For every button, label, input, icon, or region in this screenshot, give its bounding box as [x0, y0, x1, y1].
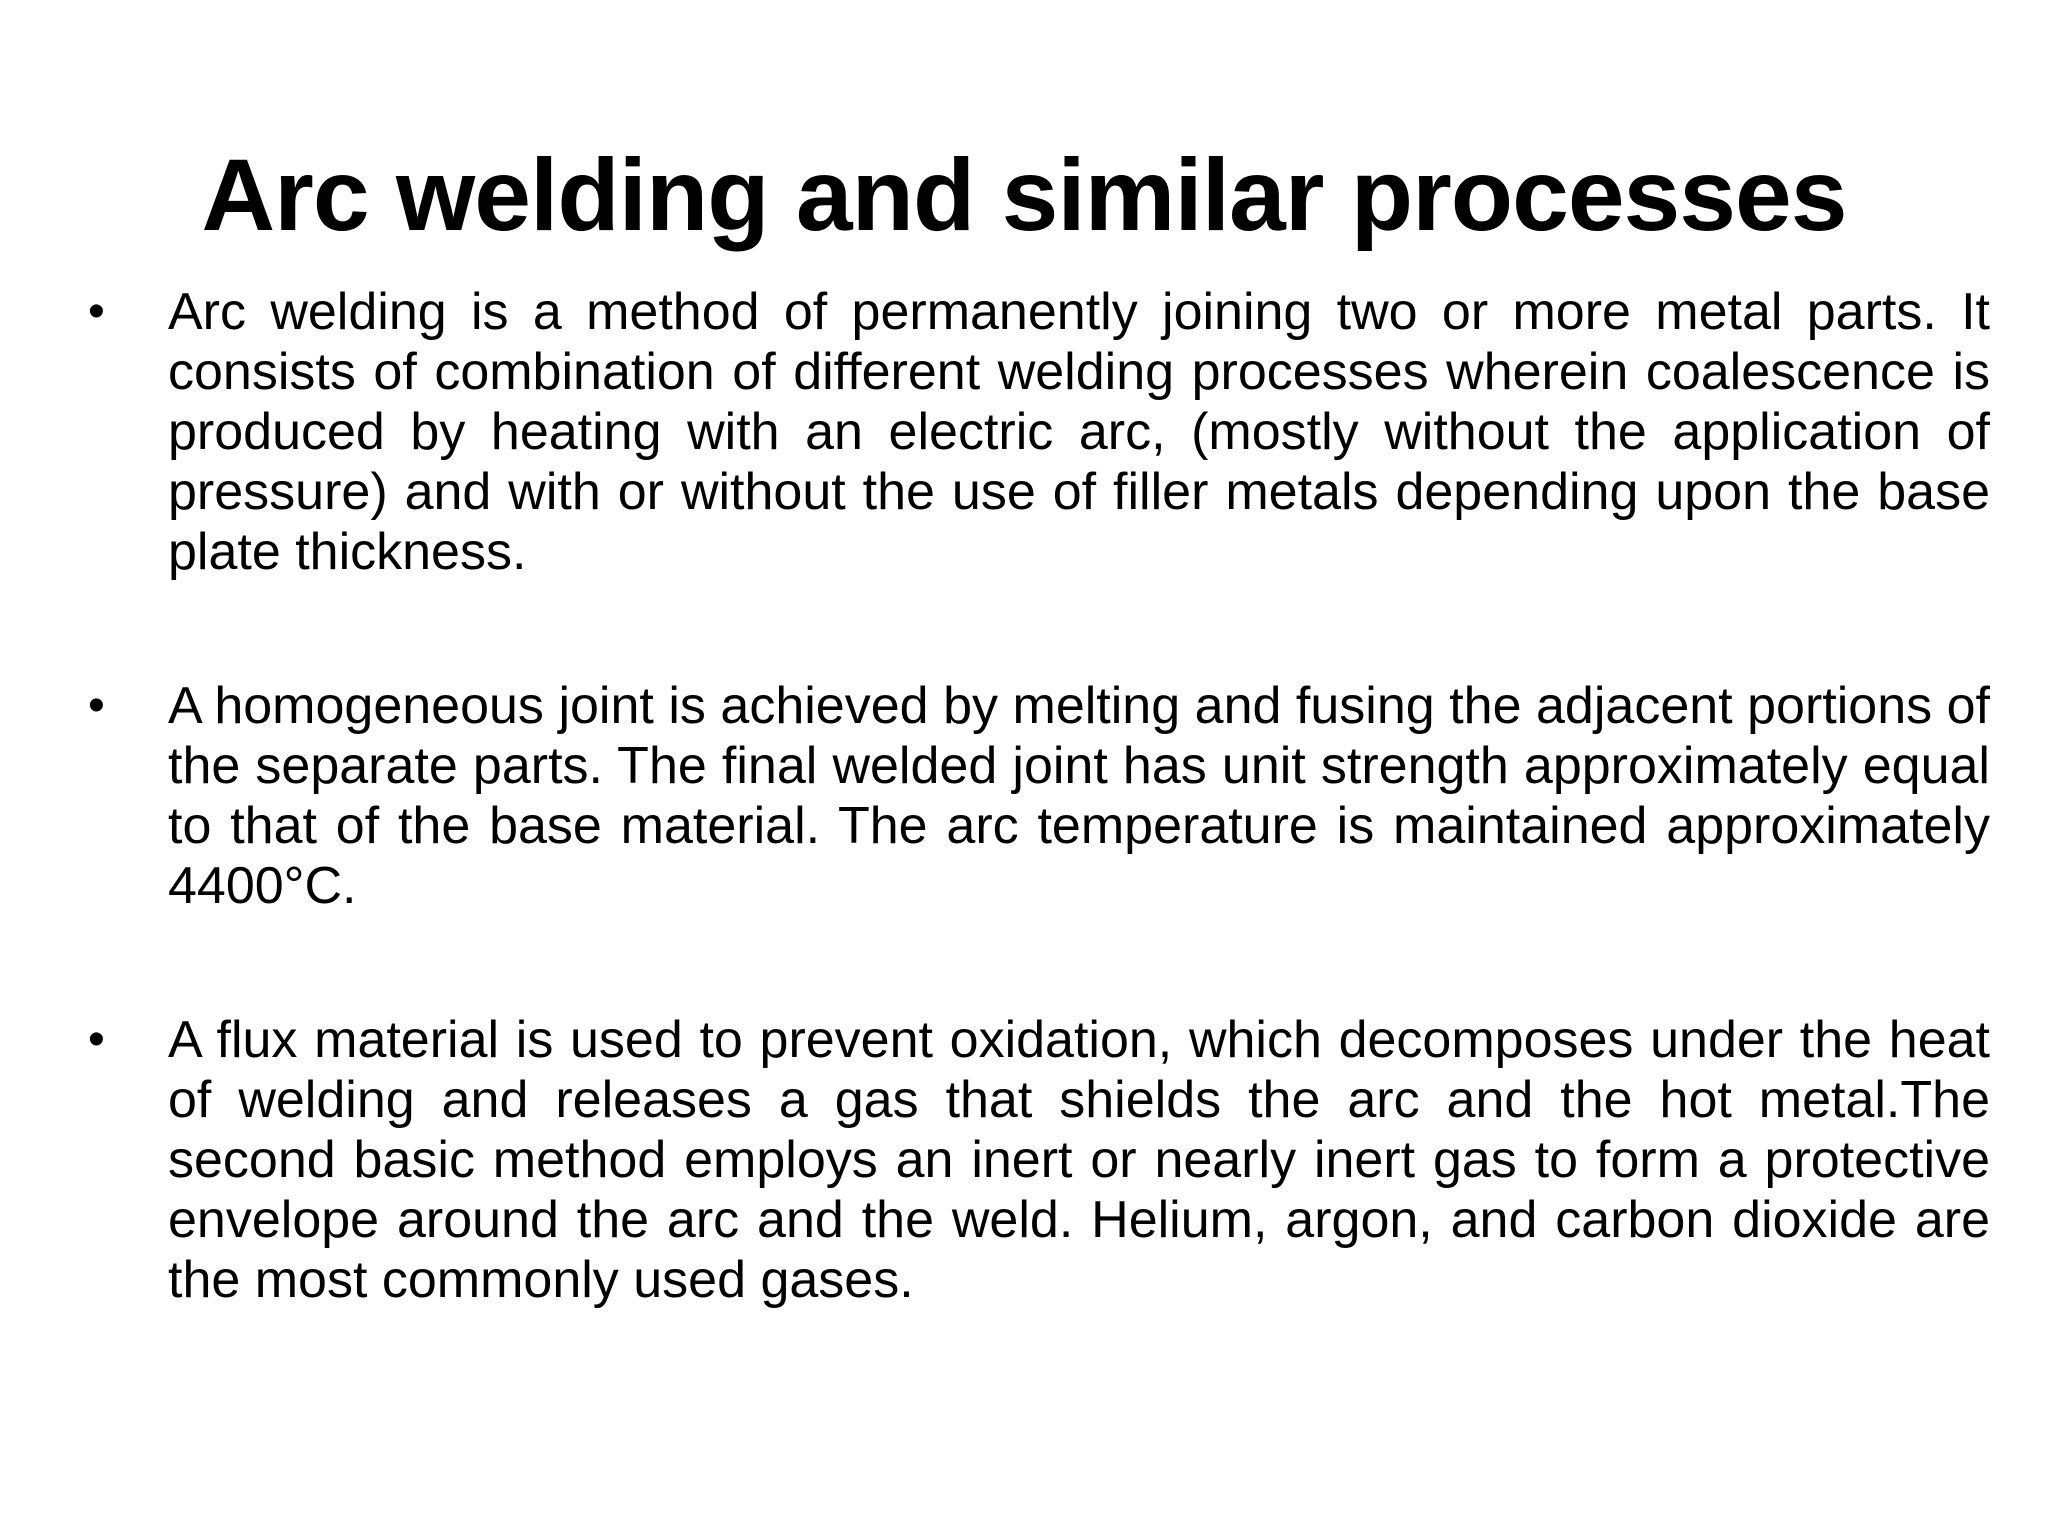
bullet-text: Arc welding is a method of permanently joining two or more metal parts. It consists of combination of different welding processes wherein coalescence is produced by heating with an electric arc, (mostly without the application of pressure) and with or without the use of filler metals depending upon the base plate thickness. [168, 283, 1990, 581]
bullet-icon: • [88, 285, 105, 338]
slide-title: Arc welding and similar processes [201, 138, 1847, 252]
bullet-item-homogeneous-joint [80, 676, 1990, 916]
bullet-item-arc-welding-definition [80, 282, 1990, 582]
bullet-icon: • [88, 1013, 105, 1066]
bullet-icon: • [88, 679, 105, 732]
bullet-text: A homogeneous joint is achieved by melting and fusing the adjacent portions of the separate parts. The final welded joint has unit strength approximately equal to that of the base material. The arc temperature is maintained approximately 4400°C. [168, 677, 1990, 915]
bullet-item-flux-and-shielding-gas [80, 1010, 1990, 1310]
bullet-text: A flux material is used to prevent oxidation, which decomposes under the heat of welding and releases a gas that shields the arc and the hot metal.The second basic method employs an inert or nearly inert gas to form a protective envelope around the arc and the weld. Helium, argon, and carbon dioxide are the most commonly used gases. [168, 1011, 1990, 1309]
bullet-list [80, 282, 1990, 1404]
